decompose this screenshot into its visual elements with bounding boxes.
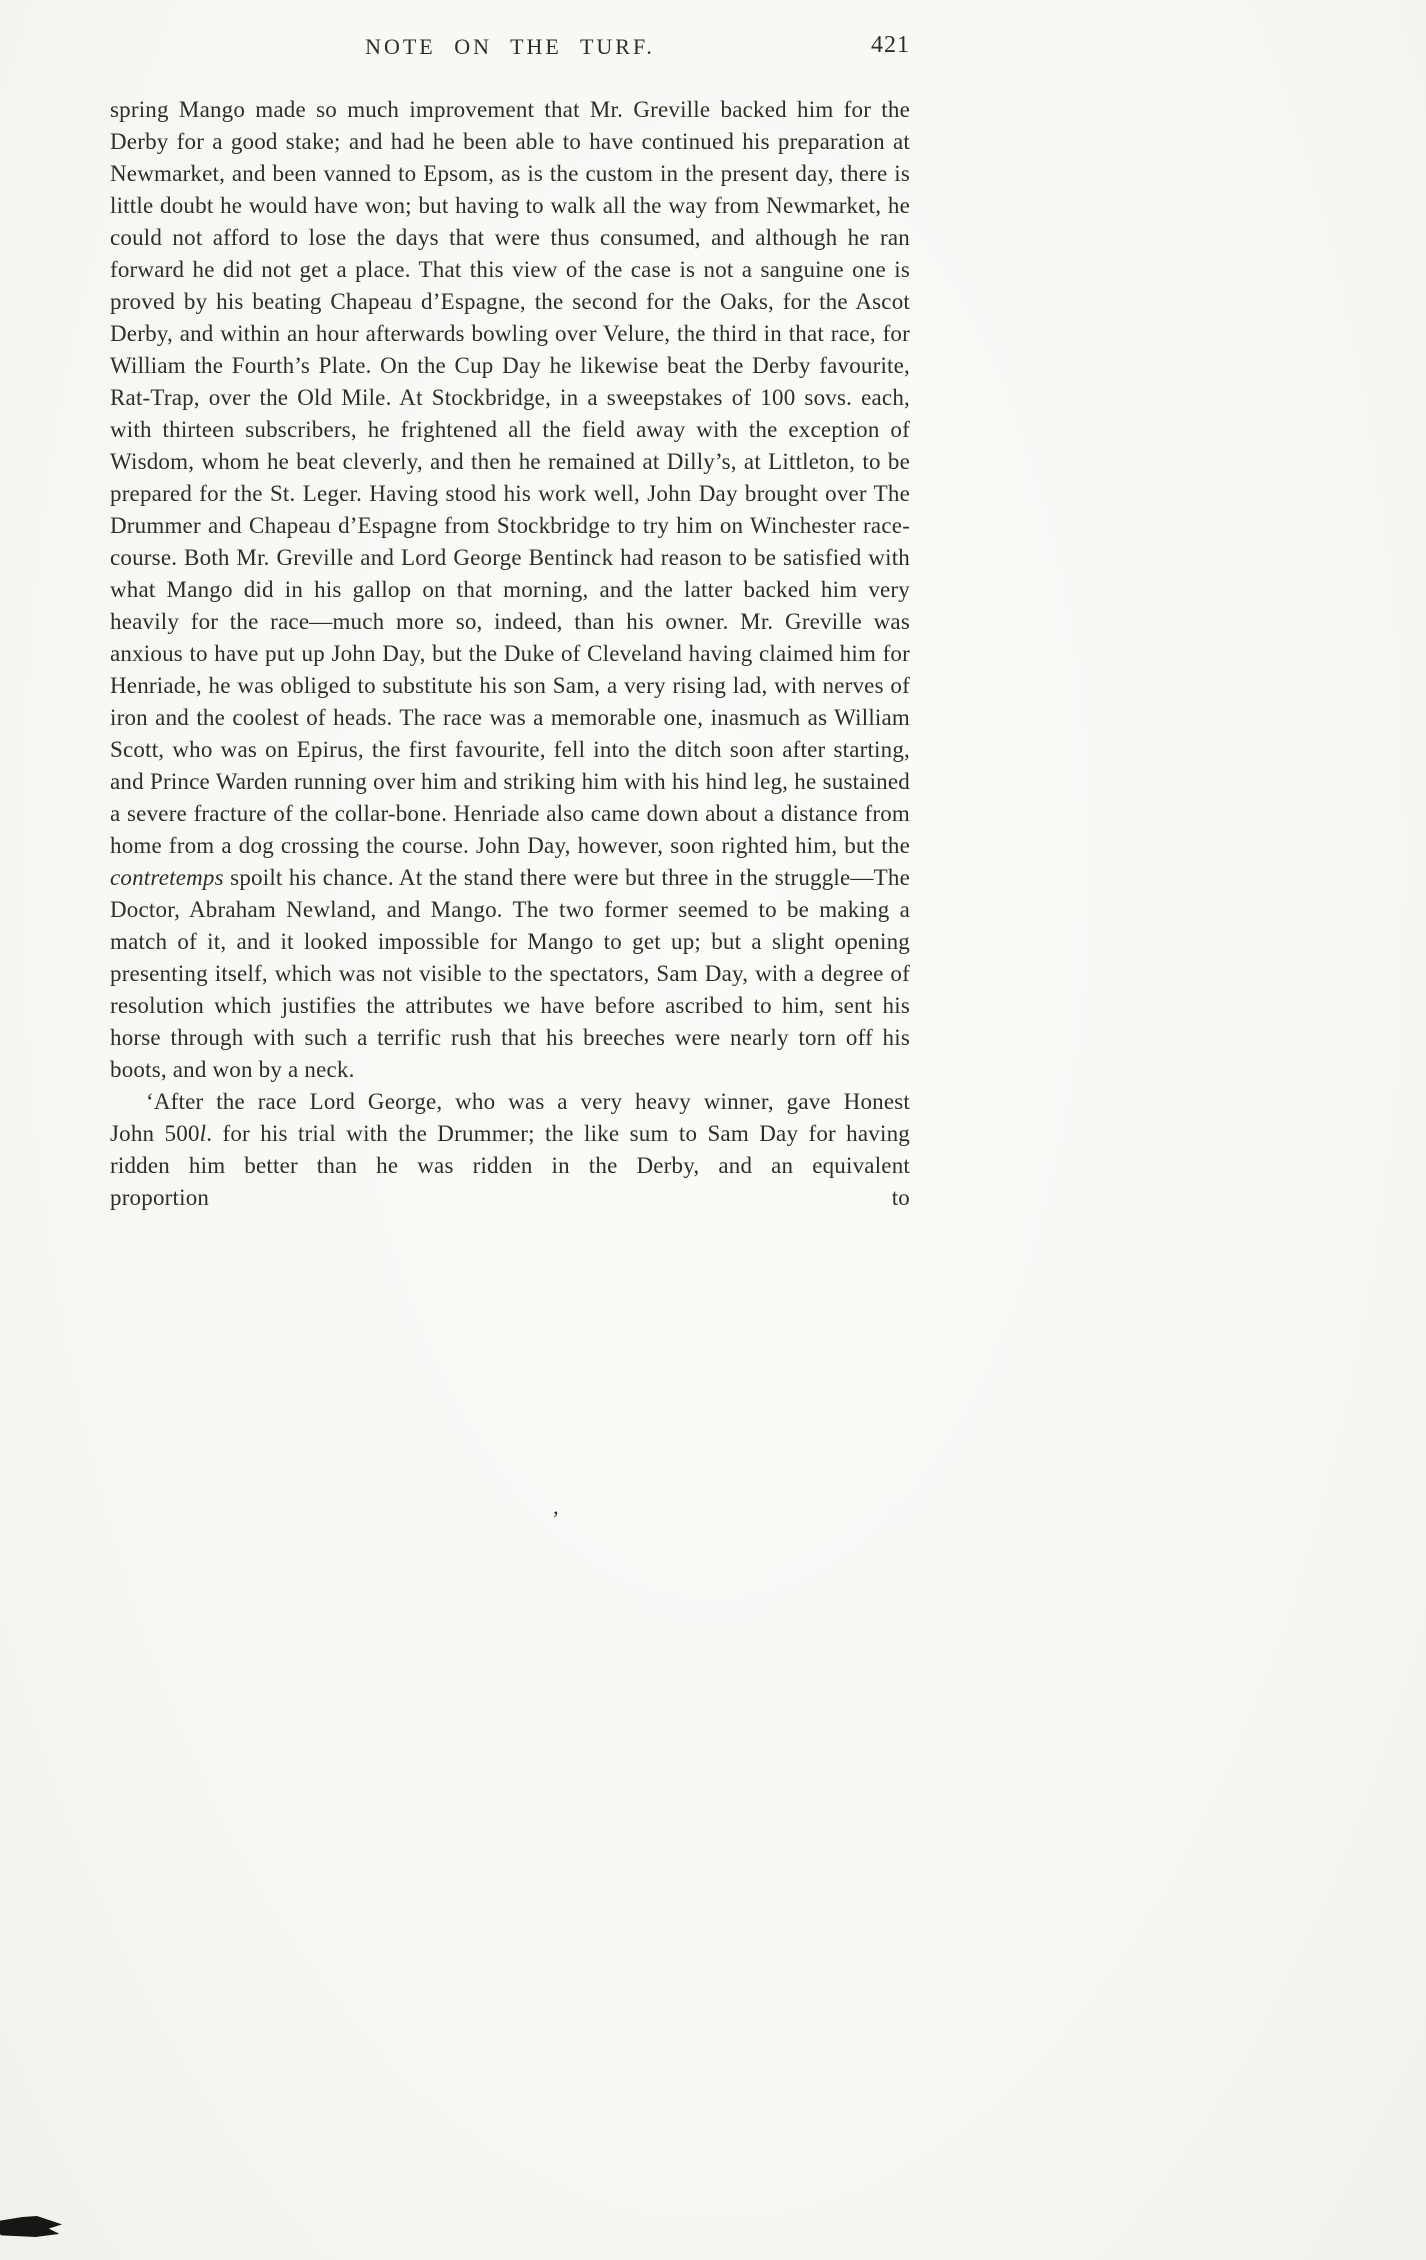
paragraph-1 [110, 94, 910, 1086]
paragraph-2 [110, 1086, 910, 1214]
text-run: . for his trial with the Drummer; the like sum to Sam Day for having ridden him better than he was ridden in the Derby, and an equivalent proportion to [110, 1121, 910, 1210]
text-run: ‘After the race Lord George, who was a very heavy winner, gave Honest John 500 [110, 1089, 910, 1146]
page-body [110, 94, 910, 1214]
italic-text-run: contretemps [110, 865, 224, 890]
text-run: spring Mango made so much improvement that Mr. Greville backed him for the Derby for a good stake; and had he been able to have continued his preparation at Newmarket, and been vanned to Epsom, as is the custom in the present day, there is little doubt he would have won; but having to walk all the way from Newmarket, he could not afford to lose the days that were thus consumed, and although he ran forward he did not get a place. That this view of the case is not a sanguine one is proved by his beating Chapeau d’Espagne, the second for the Oaks, for the Ascot Derby, and within an hour afterwards bowling over Velure, the third in that race, for William the Fourth’s Plate. On the Cup Day he likewise beat the Derby favourite, Rat-Trap, over the Old Mile. At Stockbridge, in a sweepstakes of 100 sovs. each, with thirteen subscribers, he frightened all the field away with the exception of Wisdom, whom he beat cleverly, and then he remained at Dilly’s, at Littleton, to be prepared for the St. Leger. Having stood his work well, John Day brought over The Drummer and Chapeau d’Espagne from Stockbridge to try him on Winchester race-course. Both Mr. Greville and Lord George Bentinck had reason to be satisfied with what Mango did in his gallop on that morning, and the latter backed him very heavily for the race—much more so, indeed, than his owner. Mr. Greville was anxious to have put up John Day, but the Duke of Cleveland having claimed him for Henriade, he was obliged to substitute his son Sam, a very rising lad, with nerves of iron and the coolest of heads. The race was a memorable one, inasmuch as William Scott, who was on Epirus, the first favourite, fell into the ditch soon after starting, and Prince Warden running over him and striking him with his hind leg, he sustained a severe fracture of the collar-bone. Henriade also came down about a distance from home from a dog crossing the course. John Day, however, soon righted him, but the [110, 97, 910, 858]
italic-text-run: l [199, 1121, 207, 1146]
printers-mark: ’ [552, 1506, 560, 1531]
running-head [110, 34, 910, 70]
page-number: 421 [871, 32, 910, 58]
text-run: spoilt his chance. At the stand there were but three in the struggle—The Doctor, Abraham Newland, and Mango. The two former seemed to be making a match of it, and it looked impossible for Mango to get up; but a slight opening presenting itself, which was not visible to the spectators, Sam Day, with a degree of resolution which justifies the attributes we have before ascribed to him, sent his horse through with such a terrific rush that his breeches were nearly torn off his boots, and won by a neck. [110, 865, 910, 1082]
text-column [110, 34, 910, 1214]
page-header-title: NOTE ON THE TURF. [365, 34, 655, 59]
ink-smudge [0, 2216, 62, 2237]
